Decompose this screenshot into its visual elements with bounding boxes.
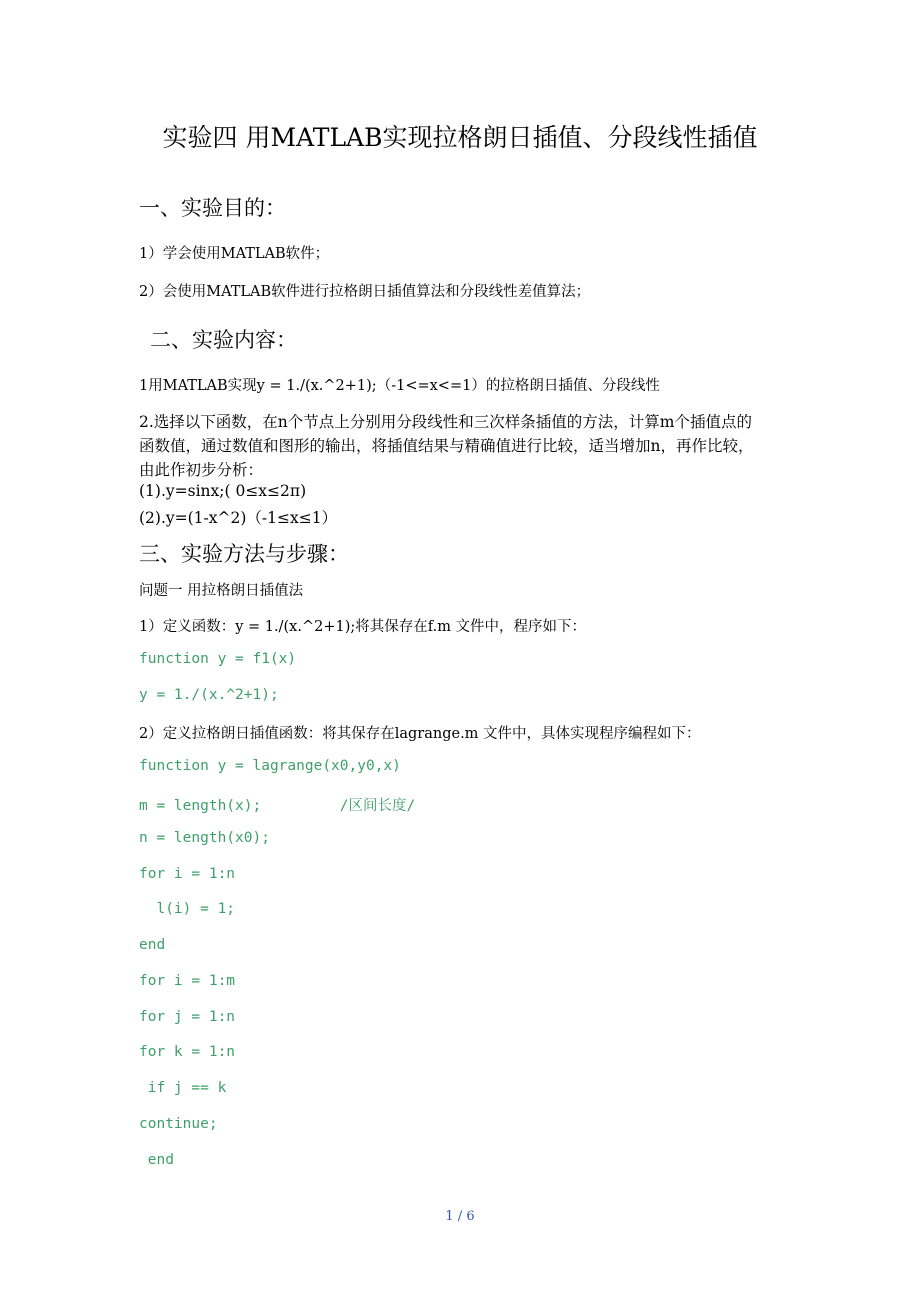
code-line: n = length(x0);	[139, 830, 270, 846]
step-2: 2）定义拉格朗日插值函数：将其保存在lagrange.m 文件中，具体实现程序编程如下：	[139, 726, 701, 742]
function-1: (1).y=sinx;( 0≤x≤2π)	[139, 482, 307, 500]
objective-item-1: 1）学会使用MATLAB软件；	[139, 246, 330, 262]
code-line: end	[139, 1152, 174, 1168]
code-line: for i = 1:n	[139, 866, 236, 882]
code-line: function y = lagrange(x0,y0,x)	[139, 758, 401, 774]
code-line: end	[139, 937, 166, 953]
content-item-1: 1用MATLAB实现y = 1./(x.^2+1);（-1<=x<=1）的拉格朗日插值、分段线性	[139, 378, 660, 394]
code-line: function y = f1(x)	[139, 651, 297, 667]
code-line: y = 1./(x.^2+1);	[139, 687, 279, 703]
code-line: if j == k	[139, 1080, 227, 1096]
objective-item-2: 2）会使用MATLAB软件进行拉格朗日插值算法和分段线性差值算法；	[139, 284, 591, 300]
step-1: 1）定义函数：y = 1./(x.^2+1);将其保存在f.m 文件中，程序如下：	[139, 619, 587, 635]
code-line: for i = 1:m	[139, 973, 236, 989]
function-2: (2).y=(1-x^2)（-1≤x≤1）	[139, 509, 338, 527]
page-number: 1 / 6	[445, 1209, 475, 1224]
section-1-heading: 一、实验目的：	[139, 196, 286, 220]
code-line: m = length(x); /区间长度/	[139, 798, 416, 814]
code-line: for k = 1:n	[139, 1044, 236, 1060]
content-item-2-line-3: 由此作初步分析：	[139, 461, 264, 479]
content-item-2-line-1: 2.选择以下函数，在n个节点上分别用分段线性和三次样条插值的方法，计算m个插值点的	[139, 413, 752, 431]
code-line: continue;	[139, 1116, 218, 1132]
content-item-2-line-2: 函数值，通过数值和图形的输出，将插值结果与精确值进行比较，适当增加n，再作比较，	[139, 437, 754, 455]
section-2-heading: 二、实验内容：	[150, 328, 297, 352]
section-3-heading: 三、实验方法与步骤：	[139, 542, 349, 566]
code-line: l(i) = 1;	[139, 901, 236, 917]
document-title: 实验四 用MATLAB实现拉格朗日插值、分段线性插值	[162, 123, 758, 152]
problem-1-title: 问题一 用拉格朗日插值法	[139, 583, 304, 599]
code-line: for j = 1:n	[139, 1009, 236, 1025]
